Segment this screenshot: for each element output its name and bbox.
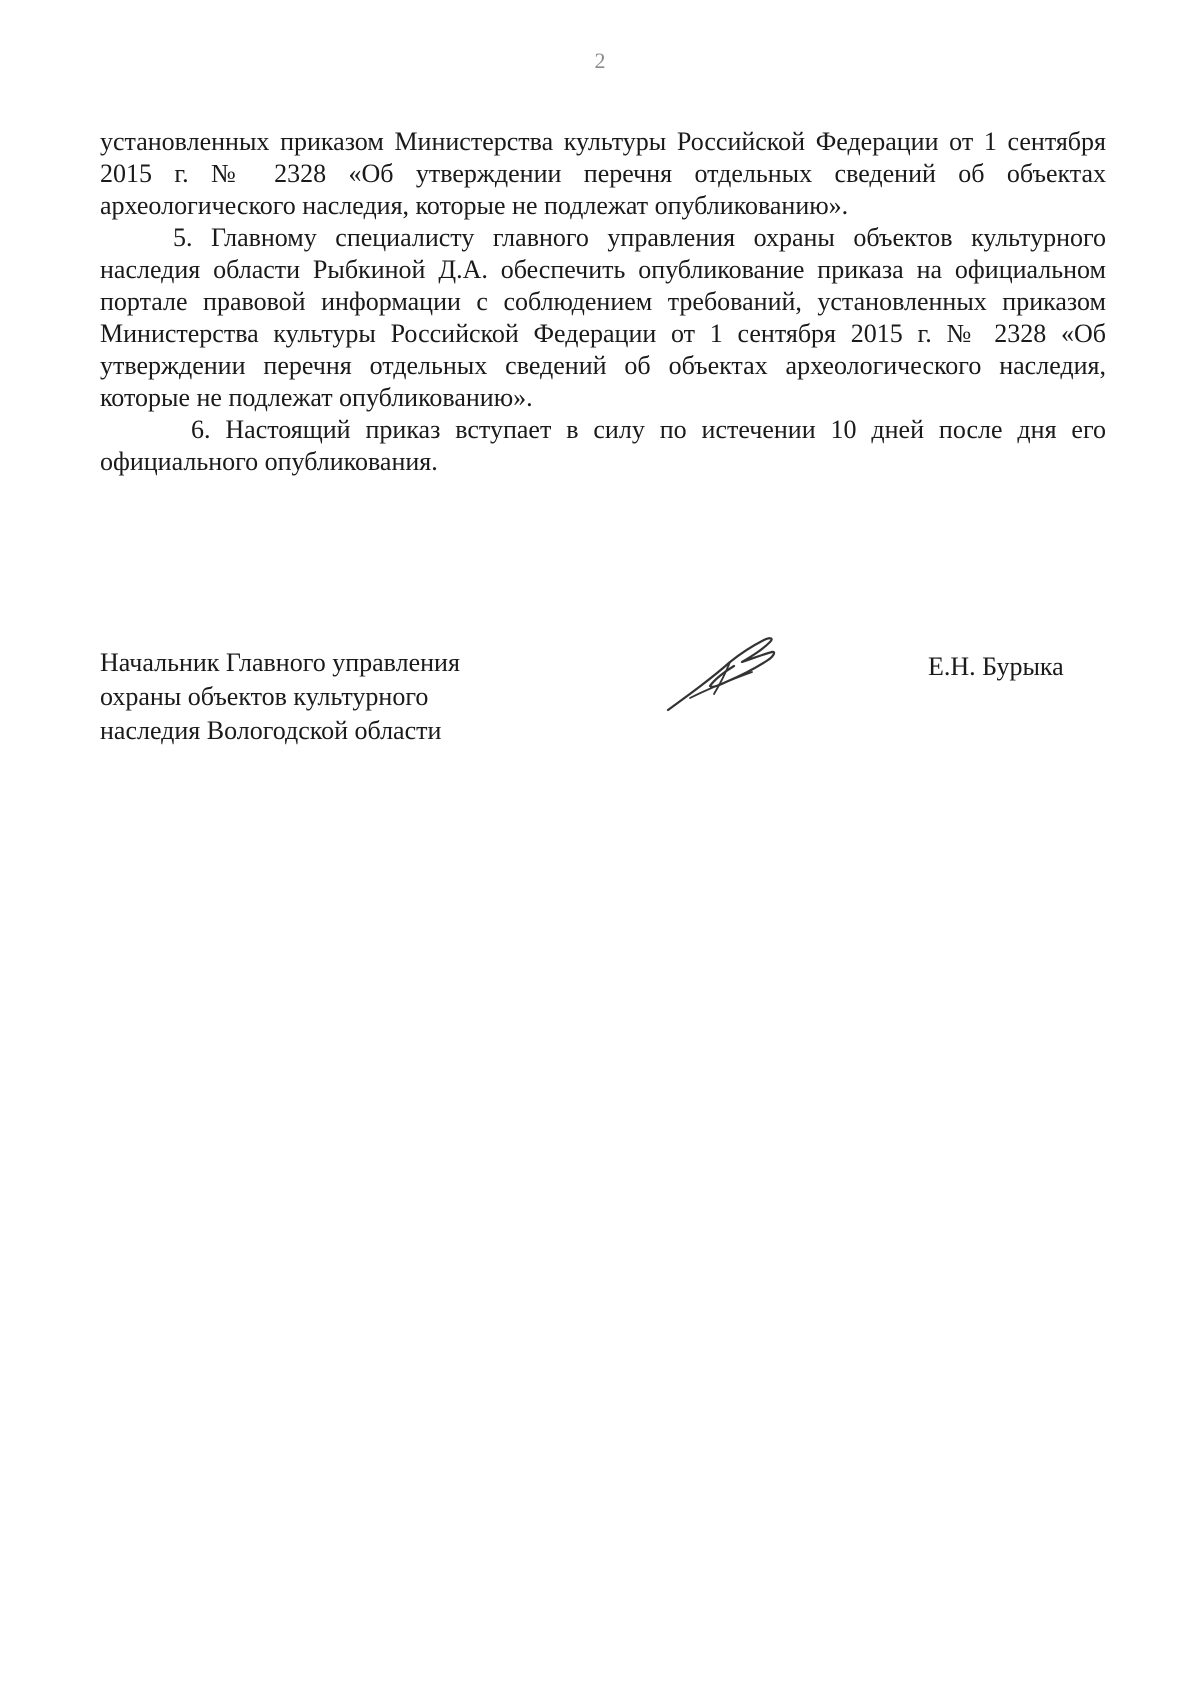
signatory-name: Е.Н. Бурыка	[928, 652, 1064, 681]
paragraph-continuation: установленных приказом Министерства культуры Российской Федерации от 1 сентября 2015 г. № 2328 «Об утверждении перечня отдельных сведений об объектах археологического наследия, которые не подлежат опубликованию».	[100, 127, 1106, 220]
paragraph-item-6: 6. Настоящий приказ вступает в силу по истечении 10 дней после дня его официального опубликования.	[100, 415, 1106, 476]
signatory-title-line: наследия Вологодской области	[100, 716, 442, 745]
signatory-title	[100, 646, 540, 748]
signature-block	[100, 646, 1100, 766]
signatory-title-line: охраны объектов культурного	[100, 682, 429, 711]
document-body	[100, 126, 1106, 478]
handwritten-signature	[660, 632, 790, 722]
page-number: 2	[594, 48, 606, 73]
paragraph-item-5: 5. Главному специалисту главного управления охраны объектов культурного наследия области Рыбкиной Д.А. обеспечить опубликование приказа на официальном портале правовой информации с соблюдением требований, установленных приказом Министерства культуры Российской Федерации от 1 сентября 2015 г. № 2328 «Об утверждении перечня отдельных сведений об объектах археологического наследия, которые не подлежат опубликованию».	[100, 223, 1106, 412]
signatory-title-line: Начальник Главного управления	[100, 648, 460, 677]
